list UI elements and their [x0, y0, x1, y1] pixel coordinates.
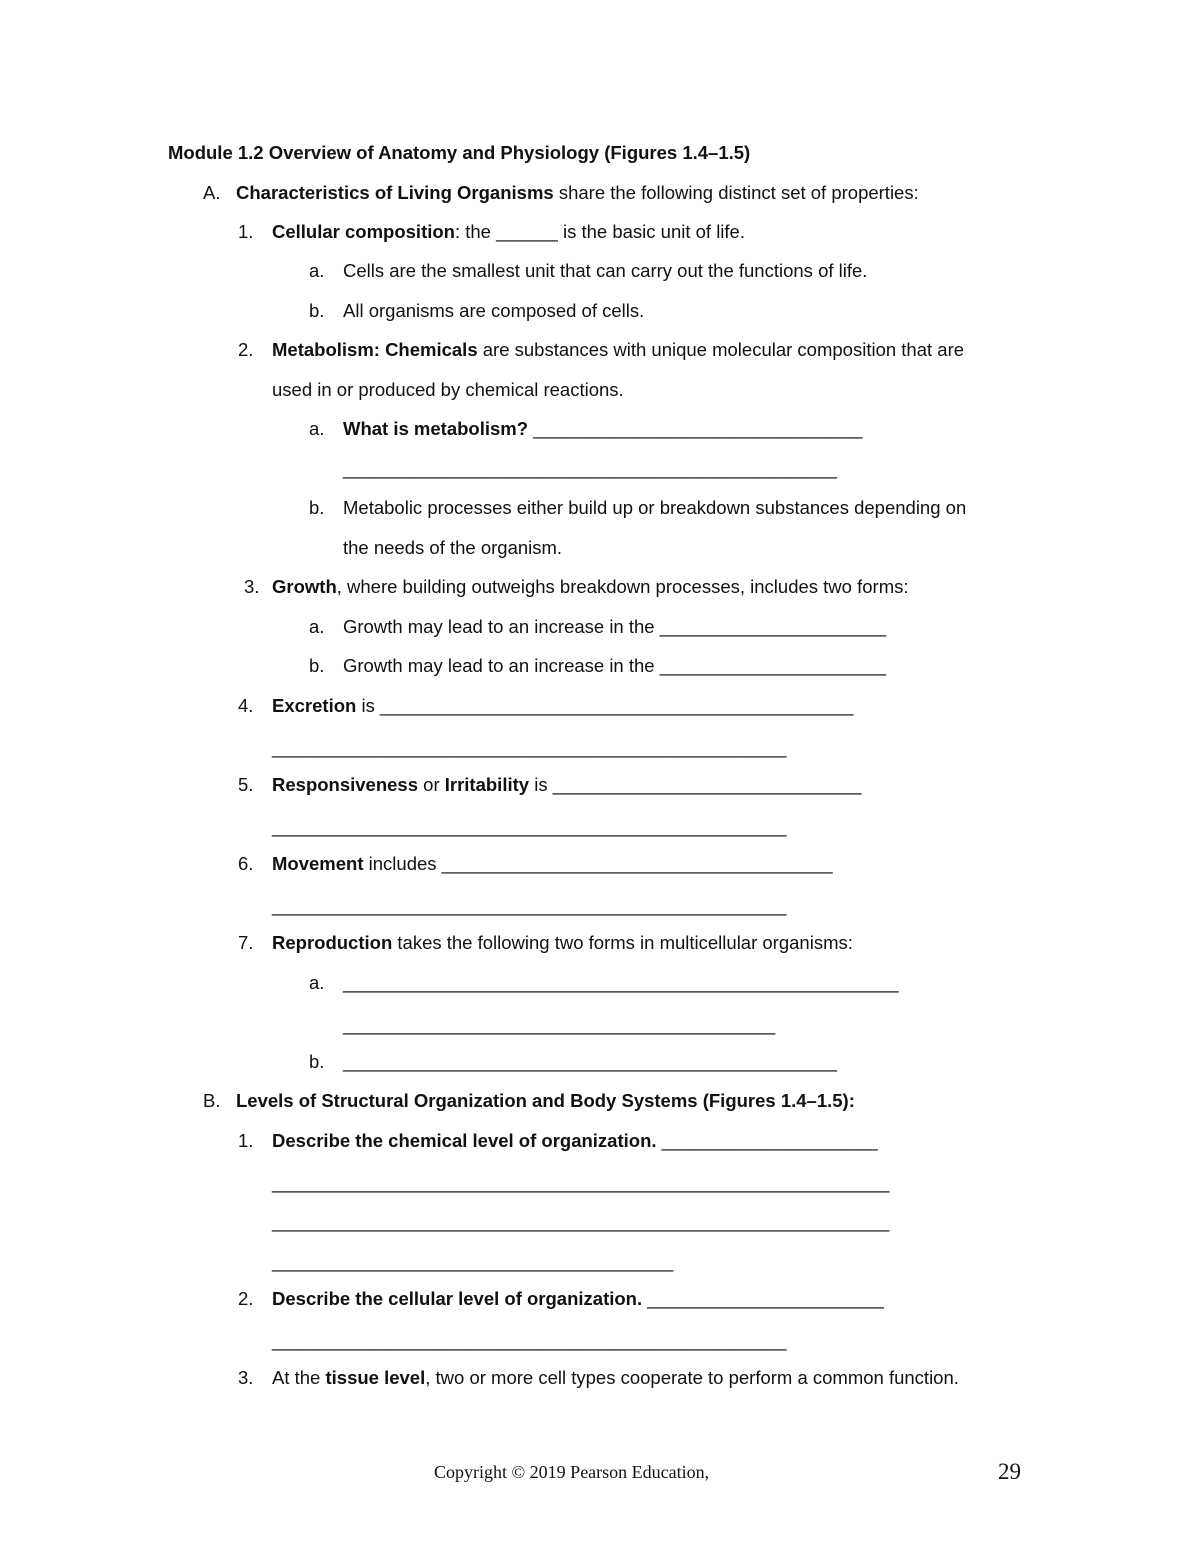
page-number: 29 [998, 1459, 1021, 1484]
a1a-marker: a. [309, 260, 325, 281]
a2a-marker: a. [309, 418, 325, 439]
a2a-answer-line[interactable]: ________________________________________________ [343, 458, 837, 479]
a2-number: 2. [238, 339, 254, 360]
a3a-marker: a. [309, 616, 325, 637]
a7a-answer-line[interactable]: ______________________________________________________ [343, 972, 899, 993]
a1-number: 1. [238, 221, 254, 242]
copyright-notice: Copyright © 2019 Pearson Education, [434, 1462, 710, 1482]
a3-number: 3. [244, 576, 260, 597]
a4-number: 4. [238, 695, 254, 716]
b1-number: 1. [238, 1130, 254, 1151]
section-b-heading: Levels of Structural Organization and Body Systems (Figures 1.4–1.5): [236, 1090, 855, 1111]
a7a-marker: a. [309, 972, 325, 993]
a1b-marker: b. [309, 300, 325, 321]
a7b-marker: b. [309, 1051, 325, 1072]
a1a-text: Cells are the smallest unit that can carry out the functions of life. [343, 260, 868, 281]
a3b-text[interactable]: Growth may lead to an increase in the ______________________ [343, 655, 887, 676]
a7b-answer-line[interactable]: ________________________________________________ [343, 1051, 837, 1072]
b1-text[interactable]: Describe the chemical level of organization. _____________________ [272, 1130, 878, 1151]
a1-text: Cellular composition: the ______ is the basic unit of life. [272, 221, 745, 242]
a4-text[interactable]: Excretion is ______________________________________________ [272, 695, 854, 716]
a7a-answer-line-2[interactable]: __________________________________________ [343, 1014, 776, 1035]
a2b-text: Metabolic processes either build up or breakdown substances depending on [343, 497, 967, 518]
a2b-text-cont: the needs of the organism. [343, 537, 563, 558]
a3a-text[interactable]: Growth may lead to an increase in the ______________________ [343, 616, 887, 637]
a5-number: 5. [238, 774, 254, 795]
a2-text-cont: used in or produced by chemical reactions. [272, 379, 624, 400]
b1-answer-line-2[interactable]: ____________________________________________________________ [272, 1211, 890, 1232]
b1-answer-line-3[interactable]: _______________________________________ [272, 1251, 674, 1272]
a6-answer-line[interactable]: __________________________________________________ [272, 895, 787, 916]
b2-text[interactable]: Describe the cellular level of organization. _______________________ [272, 1288, 884, 1309]
b3-number: 3. [238, 1367, 254, 1388]
a2a-question[interactable]: What is metabolism? ________________________________ [343, 418, 863, 439]
b1-answer-line-1[interactable]: ____________________________________________________________ [272, 1172, 890, 1193]
module-title: Module 1.2 Overview of Anatomy and Physiology (Figures 1.4–1.5) [168, 142, 751, 163]
a3b-marker: b. [309, 655, 325, 676]
a7-number: 7. [238, 932, 254, 953]
a2b-marker: b. [309, 497, 325, 518]
a5-answer-line[interactable]: __________________________________________________ [272, 816, 787, 837]
a2-text: Metabolism: Chemicals are substances with unique molecular composition that are [272, 339, 965, 360]
a6-number: 6. [238, 853, 254, 874]
section-b-marker: B. [203, 1090, 221, 1111]
b2-answer-line[interactable]: __________________________________________________ [272, 1330, 787, 1351]
a7-text: Reproduction takes the following two forms in multicellular organisms: [272, 932, 853, 953]
a1b-text: All organisms are composed of cells. [343, 300, 645, 321]
a4-answer-line[interactable]: __________________________________________________ [272, 737, 787, 758]
a3-text: Growth, where building outweighs breakdown processes, includes two forms: [272, 576, 909, 597]
b3-text: At the tissue level, two or more cell types cooperate to perform a common function. [272, 1367, 959, 1388]
section-a-heading: Characteristics of Living Organisms share the following distinct set of properties: [236, 182, 919, 203]
b2-number: 2. [238, 1288, 254, 1309]
a6-text[interactable]: Movement includes ______________________________________ [272, 853, 833, 874]
a5-text[interactable]: Responsiveness or Irritability is ______________________________ [272, 774, 862, 795]
section-a-marker: A. [203, 182, 221, 203]
